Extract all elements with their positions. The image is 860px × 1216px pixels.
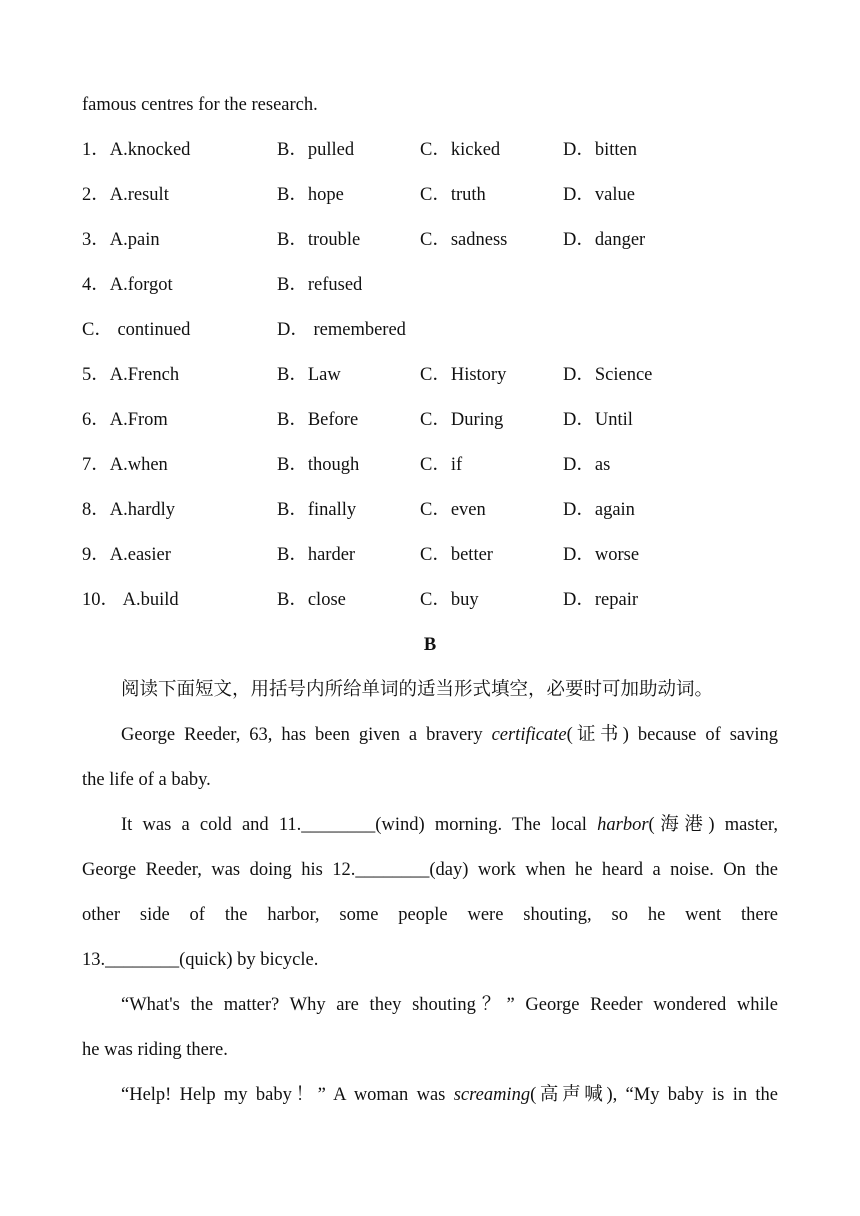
option-b: B．Before [277, 410, 359, 430]
option-d: D．value [563, 185, 635, 205]
option-b: B．close [277, 590, 346, 610]
option-a: 7．A.when [82, 455, 168, 475]
option-row-5 [82, 364, 778, 386]
option-b: B．finally [277, 500, 357, 520]
option-row-10 [82, 589, 778, 611]
option-b: B．harder [277, 545, 356, 565]
option-b: B．refused [277, 275, 363, 295]
option-a: 8．A.hardly [82, 500, 175, 520]
option-a: 10． A.build [82, 590, 179, 610]
option-c: C．kicked [420, 140, 501, 160]
option-d: D．as [563, 455, 611, 475]
paragraph-2-line-3: other side of the harbor, some people were shouting, so he went there [82, 905, 778, 925]
option-d: D．danger [563, 230, 646, 250]
intro-tail: famous centres for the research. [82, 95, 318, 115]
option-c: C．if [420, 455, 463, 475]
option-d: D．worse [563, 545, 640, 565]
paragraph-3-line-1: “What's the matter? Why are they shouting？” George Reeder wondered while [121, 995, 778, 1015]
option-d: D． remembered [277, 320, 406, 340]
option-b: B．hope [277, 185, 344, 205]
option-d: D．Science [563, 365, 653, 385]
option-b: B．trouble [277, 230, 361, 250]
instructions: 阅读下面短文，用括号内所给单词的适当形式填空，必要时可加助动词。 [121, 680, 714, 700]
option-row-3 [82, 229, 778, 251]
option-c: C．During [420, 410, 504, 430]
option-d: D．bitten [563, 140, 637, 160]
paragraph-2-line-1: It was a cold and 11.________(wind) morning. The local harbor(海港) master, [121, 815, 778, 835]
paragraph-4-line-1: “Help! Help my baby！” A woman was screaming(高声喊), “My baby is in the [121, 1085, 778, 1105]
section-heading: B [423, 635, 437, 655]
option-row-6 [82, 409, 778, 431]
paragraph-2-line-2: George Reeder, was doing his 12.________(day) work when he heard a noise. On the [82, 860, 778, 880]
option-row-1 [82, 139, 778, 161]
option-c: C．sadness [420, 230, 508, 250]
option-d: D．Until [563, 410, 633, 430]
option-a: 6．A.From [82, 410, 168, 430]
option-c: C．History [420, 365, 507, 385]
paragraph-1-line-2: the life of a baby. [82, 770, 211, 790]
option-d: D．again [563, 500, 635, 520]
option-row-4 [82, 274, 778, 296]
option-c: C．even [420, 500, 486, 520]
option-row-2 [82, 184, 778, 206]
option-a: 4．A.forgot [82, 275, 173, 295]
option-a: 3．A.pain [82, 230, 160, 250]
option-row-4-cont [82, 319, 778, 341]
option-a: 1．A.knocked [82, 140, 191, 160]
option-b: B．though [277, 455, 360, 475]
option-row-9 [82, 544, 778, 566]
option-d: D．repair [563, 590, 638, 610]
option-c: C．buy [420, 590, 479, 610]
paragraph-3-line-2: he was riding there. [82, 1040, 228, 1060]
paragraph-2-line-4: 13.________(quick) by bicycle. [82, 950, 319, 970]
paragraph-1-line-1: George Reeder, 63, has been given a bravery certificate(证书) because of saving [121, 725, 779, 745]
option-row-7 [82, 454, 778, 476]
option-a: 2．A.result [82, 185, 169, 205]
option-a: 9．A.easier [82, 545, 171, 565]
option-c: C．truth [420, 185, 486, 205]
option-b: B．Law [277, 365, 341, 385]
option-a: 5．A.French [82, 365, 180, 385]
option-row-8 [82, 499, 778, 521]
option-c: C．better [420, 545, 493, 565]
option-c: C． continued [82, 320, 191, 340]
option-b: B．pulled [277, 140, 355, 160]
